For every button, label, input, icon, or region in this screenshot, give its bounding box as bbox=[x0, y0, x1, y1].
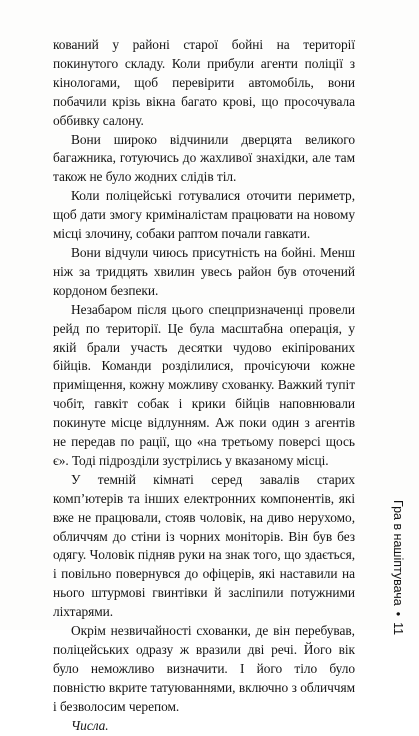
book-title: Гра в нашіптувача bbox=[391, 500, 405, 606]
body-text bbox=[53, 36, 355, 736]
paragraph: Незабаром після цього спецпризначенці провели рейд по території. Це була масштабна операція, у якій брали участь десятки чудово екіпірованих бійців. Команди розділилися, прочісуючи кожне приміщення, кожну можливу схованку. Важкий тупіт чобіт, гавкіт собак і крики бійців наповнювали покинуте місце відлунням. Аж поки один з агентів не передав по рації, що «на третьому поверсі щось є». Тоді підрозділи зустрілись у вказаному місці. bbox=[53, 301, 355, 468]
paragraph: Вони широко відчинили дверцята великого багажника, готуючись до жахливої знахідки, але там також не було жодних слідів тіл. bbox=[53, 131, 355, 185]
page-number: 11 bbox=[391, 622, 405, 636]
paragraph: Окрім незвичайності схованки, де він перебував, поліцейських одразу ж вразили дві речі. Його вік було неможливо визначити. І його тіло було повністю вкрите татуюваннями, включно з обличчям і безволосим черепом. bbox=[53, 623, 355, 714]
paragraph: У темній кімнаті серед завалів старих комп’ютерів та інших електронних компонентів, які вже не працювали, стояв чоловік, на диво нерухомо, обличчям до стіни із чорних моніторів. Він був без одягу. Чоловік підняв руки на знак того, що здається, і повільно повернувся до офіцерів, які наставили на нього штурмові гвинтівки й засліпили потужними ліхтарями. bbox=[53, 471, 355, 620]
separator-bullet: • bbox=[391, 611, 405, 617]
paragraph: Вони відчули чиюсь присутність на бойні. Менш ніж за тридцять хвилин увесь район був оточений кордоном безпеки. bbox=[53, 244, 355, 298]
paragraph: кований у районі старої бойні на території покинутого складу. Коли прибули агенти поліції з кінологами, щоб перевірити автомобіль, вони побачили крізь вікна багато крові, що просочувала оббивку салону. bbox=[53, 37, 355, 128]
paragraph: Коли поліцейські готувалися оточити периметр, щоб дати змогу криміналістам працювати на новому місці злочину, собаки раптом почали гавкати. bbox=[53, 188, 355, 242]
ending-word: Числа. bbox=[71, 717, 109, 733]
running-head bbox=[383, 500, 405, 636]
